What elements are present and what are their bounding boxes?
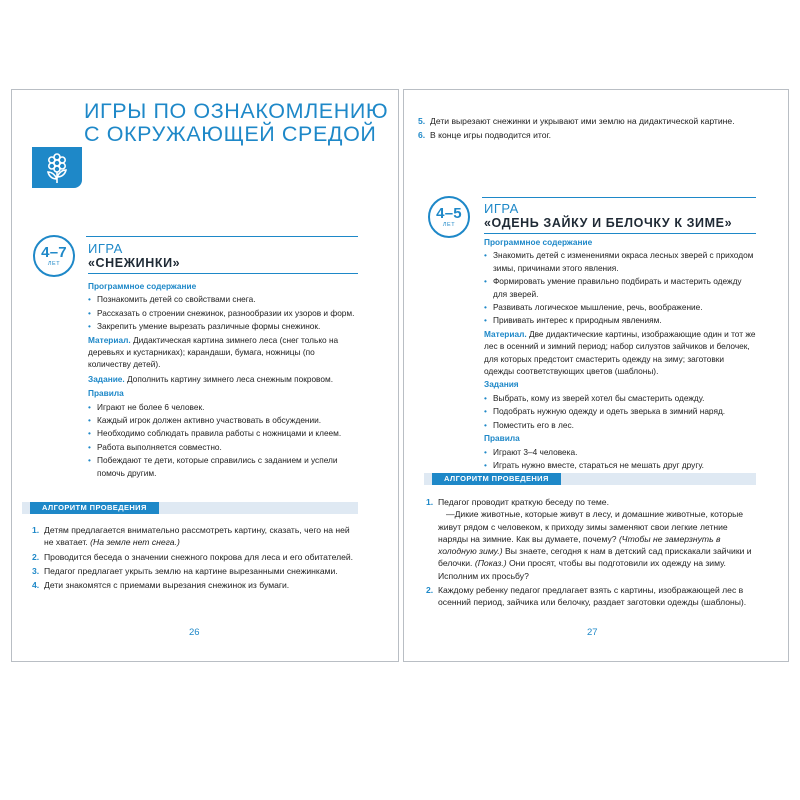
age-badge: 4–5 ЛЕТ [428, 196, 470, 238]
rules-heading: Правила [88, 388, 124, 399]
step: 1. Педагог проводит краткую беседу по теме. —Дикие животные, которые живут в лесу, и домашние животные, которые живут рядом с человеком, к приходу зимы заменяют свои легкие летние наряды на зимние. Как вы думаете, почему? (Чтобы не замерзнуть в холодную зиму.) Вы знаете, сегодня к нам в детский сад прискакали зайчики и белочки. (Показ.) Они просят, чтобы вы подготовили их одежду на зиму. Исполним их просьбу? [426, 496, 756, 582]
tasks-heading: Задания [484, 379, 519, 390]
left-page [11, 89, 399, 662]
page-number: 27 [587, 627, 598, 638]
step: 2. Каждому ребенку педагог предлагает взять с картины, изображающей лес в осенний период, зайчика или белочку, раздает заготовки одежды (шаблоны). [426, 585, 747, 608]
list-item: • Необходимо соблюдать правила работы с ножницами и клеем. [88, 427, 358, 439]
list-item: • Выбрать, кому из зверей хотел бы смастерить одежду. [484, 392, 756, 404]
step: 5. Дети вырезают снежинки и укрывают ими землю на дидактической картине. [418, 116, 735, 126]
list-item: • Работа выполняется совместно. [88, 441, 358, 453]
game-name: «СНЕЖИНКИ» [88, 256, 181, 270]
game-description [88, 280, 358, 480]
section-icon-box [32, 147, 82, 188]
list-item: • Подобрать нужную одежду и одеть зверька в зимний наряд. [484, 405, 756, 417]
algorithm-label: АЛГОРИТМ ПРОВЕДЕНИЯ [30, 502, 159, 514]
algorithm-steps [426, 494, 756, 611]
speech-paragraph: —Дикие животные, которые живут в лесу, и домашние животные, которые живут рядом с человеком, к приходу зимы заменяют свои легкие летние наряды на зимние. Как вы думаете, почему? (Чтобы не замерзнуть в холодную зиму.) Вы знаете, сегодня к нам в детский сад прискакали зайчики и белочки. (Показ.) Они просят, чтобы вы подготовили их одежду на зиму. Исполним их просьбу? [438, 509, 752, 581]
step: 4. Дети знакомятся с приемами вырезания снежинок из бумаги. [32, 580, 290, 591]
game-description [484, 236, 756, 472]
step: 6. В конце игры подводится итог. [418, 130, 551, 141]
rules-heading: Правила [484, 433, 520, 444]
program-heading: Программное содержание [88, 281, 197, 291]
game-name: «ОДЕНЬ ЗАЙКУ И БЕЛОЧКУ К ЗИМЕ» [484, 216, 733, 230]
task-paragraph: Задание. Дополнить картину зимнего леса снежным покровом. [88, 373, 333, 384]
game-label: ИГРА [484, 201, 519, 216]
list-item: • Развивать логическое мышление, речь, воображение. [484, 301, 756, 313]
list-item: • Знакомить детей с изменениями окраса лесных зверей с приходом зимы, причинами этого явления. [484, 249, 756, 274]
list-item: • Побеждают те дети, которые справились с заданием и успели помочь другим. [88, 454, 358, 479]
step: 3. Педагог предлагает укрыть землю на картине вырезанными снежинками. [32, 565, 338, 576]
list-item: • Играть нужно вместе, стараться не мешать друг другу. [484, 459, 756, 471]
list-item: • Закрепить умение вырезать различные формы снежинок. [88, 320, 358, 332]
game-bottom-rule [484, 233, 756, 234]
algorithm-steps [32, 522, 358, 593]
list-item: • Формировать умение правильно подбирать и мастерить одежду для зверей. [484, 275, 756, 300]
step: 2. Проводится беседа о значении снежного покрова для леса и его обитателей. [32, 551, 354, 562]
list-item: • Играют 3–4 человека. [484, 446, 756, 458]
list-item: • Прививать интерес к природным явлениям. [484, 314, 756, 326]
list-item: • Поместить его в лес. [484, 419, 756, 431]
algorithm-bar [22, 502, 358, 514]
game-top-rule [86, 236, 358, 237]
program-heading: Программное содержание [484, 237, 593, 247]
list-item: • Познакомить детей со свойствами снега. [88, 293, 358, 305]
game-bottom-rule [88, 273, 358, 274]
flower-icon [40, 151, 74, 185]
material-paragraph: Материал. Дидактическая картина зимнего леса (снег только на деревьях и кустарниках); карандаши, бумага, ножницы (по количеству детей). [88, 334, 339, 370]
game-label: ИГРА [88, 241, 123, 256]
algorithm-bar [424, 473, 756, 485]
age-badge: 4–7 ЛЕТ [33, 235, 75, 277]
section-title: ИГРЫ ПО ОЗНАКОМЛЕНИЮ С ОКРУЖАЮЩЕЙ СРЕДОЙ [84, 99, 389, 146]
page-number: 26 [189, 627, 200, 638]
game-top-rule [482, 197, 756, 198]
right-page [403, 89, 789, 662]
list-item: • Рассказать о строении снежинок, разнообразии их узоров и форм. [88, 307, 358, 319]
step: 1. Детям предлагается внимательно рассмотреть картину, сказать, чего на ней не хватает. (На земле нет снега.) [32, 525, 350, 548]
list-item: • Каждый игрок должен активно участвовать в обсуждении. [88, 414, 358, 426]
material-paragraph: Материал. Две дидактические картины, изображающие один и тот же лес в осенний и зимний период; набор силуэтов зайчиков и белочек, для которых предстоит смастерить одежду на зиму; заготовки одежды соответствующих цветов (шаблоны). [484, 328, 756, 377]
list-item: • Играют не более 6 человек. [88, 401, 358, 413]
continued-steps [418, 113, 756, 144]
algorithm-label: АЛГОРИТМ ПРОВЕДЕНИЯ [432, 473, 561, 485]
